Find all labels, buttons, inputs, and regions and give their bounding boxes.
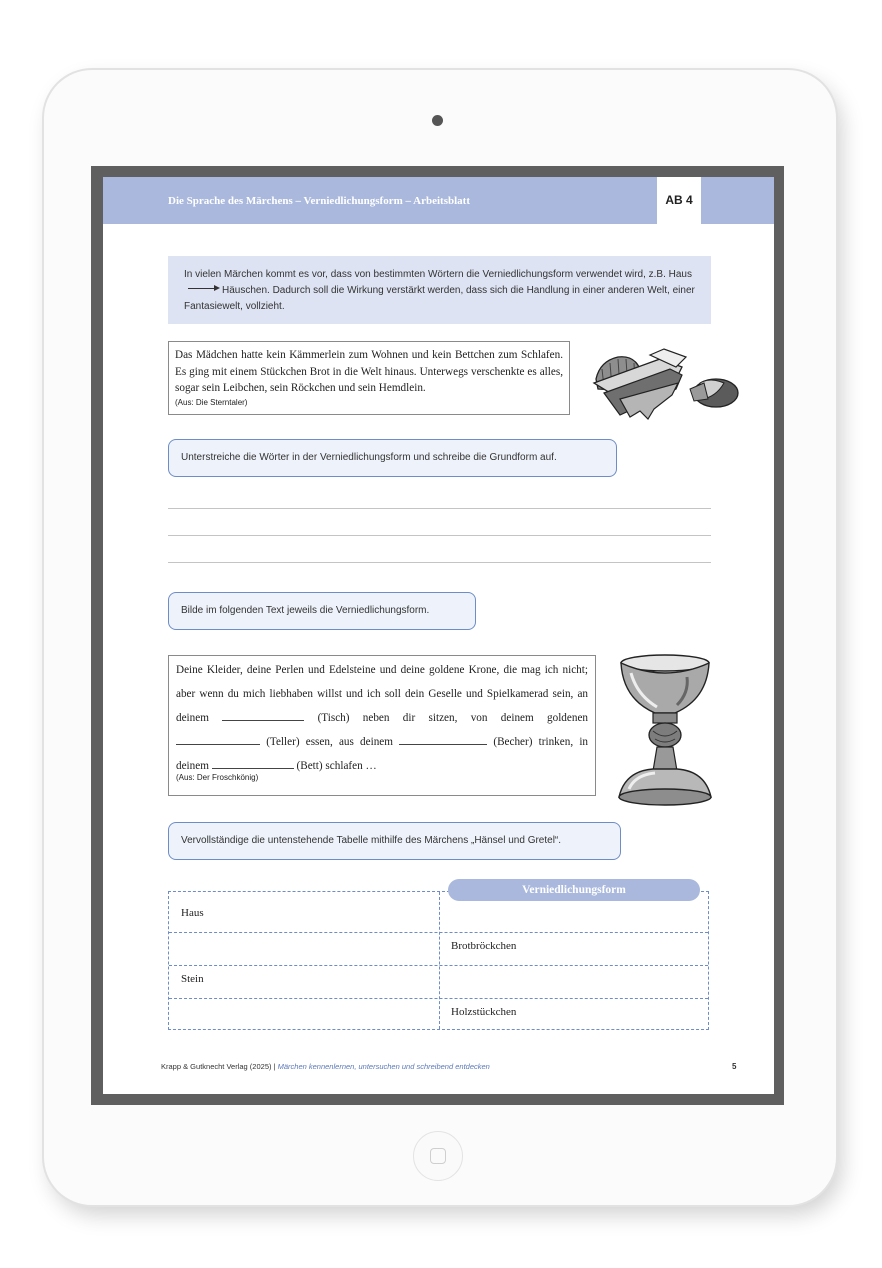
intro-text-2: Häuschen. Dadurch soll die Wirkung verstärkt werden, dass sich die Handlung in einer anderen Welt, einer Fantasiewelt, vollzieht. — [184, 285, 695, 312]
table-cell-base[interactable]: Stein — [181, 973, 204, 985]
worksheet-badge: AB 4 — [657, 177, 701, 224]
intro-text-1: In vielen Märchen kommt es vor, dass von bestimmten Wörtern die Verniedlichungsform verwendet wird, z.B. Haus — [184, 269, 692, 280]
home-square-icon — [430, 1148, 446, 1164]
answer-line[interactable] — [168, 535, 711, 536]
diminutive-table — [168, 891, 709, 1030]
clothes-and-bread-illustration — [590, 339, 742, 423]
task-instruction-1: Unterstreiche die Wörter in der Verniedlichungsform und schreibe die Grundform auf. — [168, 439, 617, 477]
excerpt-sterntaler-text: Das Mädchen hatte kein Kämmerlein zum Wohnen und kein Bettchen zum Schlafen. Es ging mit einem Stückchen Brot in die Welt hinaus. Unterwegs verschenkte es alles, sogar sein Leibchen, sein Röckchen und sein Hemdlein. — [175, 349, 563, 394]
home-button[interactable] — [413, 1131, 463, 1181]
blank-field-tisch[interactable] — [222, 708, 304, 721]
task-instruction-3: Vervollständige die untenstehende Tabelle mithilfe des Märchens „Hänsel und Gretel“. — [168, 822, 621, 860]
table-cell-diminutive[interactable]: Holzstückchen — [451, 1006, 517, 1018]
excerpt-froschkoenig-text-5: (Bett) schlafen … — [296, 760, 377, 772]
page-title: Die Sprache des Märchens – Verniedlichungsform – Arbeitsblatt — [168, 195, 470, 207]
excerpt-froschkoenig-text-4: (Becher) trinken, in deinem — [176, 736, 589, 772]
footer-publisher: Krapp & Gutknecht Verlag (2025) | — [161, 1062, 278, 1071]
golden-cup-illustration — [615, 651, 717, 811]
excerpt-sterntaler-source: (Aus: Die Sterntaler) — [175, 397, 248, 407]
intro-box — [168, 256, 711, 324]
excerpt-froschkoenig-text-3: (Teller) essen, aus deinem — [266, 736, 393, 748]
excerpt-froschkoenig-source: (Aus: Der Froschkönig) — [176, 773, 259, 782]
worksheet-page — [103, 177, 774, 1094]
table-column-divider — [439, 892, 440, 1029]
table-column-header: Verniedlichungsform — [448, 879, 700, 901]
excerpt-froschkoenig-text-1: Deine Kleider, deine Perlen und Edelsteine und deine goldene Krone, die mag ich nicht; aber wenn du mich liebhaben willst und ich soll dein Geselle und Spielkamerad sein, an deinem — [176, 664, 588, 724]
page-footer — [161, 1062, 490, 1071]
excerpt-froschkoenig-text-2: (Tisch) neben dir sitzen, von deinem goldenen — [317, 712, 589, 724]
page-number: 5 — [732, 1062, 737, 1071]
task-instruction-2: Bilde im folgenden Text jeweils die Verniedlichungsform. — [168, 592, 476, 630]
arrow-right-icon — [188, 288, 218, 289]
blank-field-becher[interactable] — [399, 732, 487, 745]
camera-icon — [432, 115, 443, 126]
blank-field-teller[interactable] — [176, 732, 260, 745]
table-cell-base[interactable]: Haus — [181, 907, 204, 919]
blank-field-bett[interactable] — [212, 756, 294, 769]
answer-line[interactable] — [168, 562, 711, 563]
table-cell-diminutive[interactable]: Brotbröckchen — [451, 940, 517, 952]
answer-line[interactable] — [168, 508, 711, 509]
page-header — [103, 177, 774, 224]
excerpt-froschkoenig — [168, 655, 596, 796]
excerpt-sterntaler — [168, 341, 570, 415]
footer-book-title: Märchen kennenlernen, untersuchen und schreibend entdecken — [277, 1062, 490, 1071]
